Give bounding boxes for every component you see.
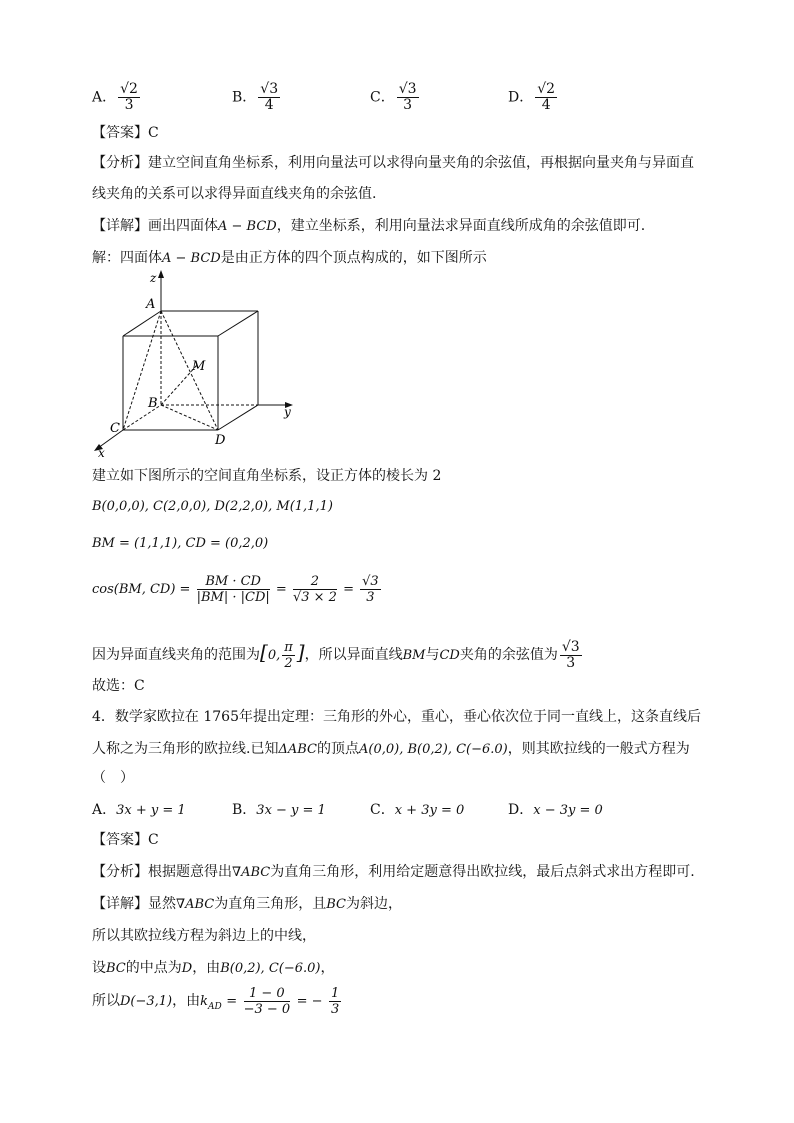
cos-frac-2: $\frac{2}{√3 \times 2}$ xyxy=(292,574,337,605)
q3-range-conclusion: 因为异面直线夹角的范围为[0, $\frac{\pi}{2}$ ]，所以异面直线BM与CD夹角的余弦值为 $\frac{√3}{3}$ xyxy=(92,638,580,671)
vertex-a-label: A xyxy=(146,297,156,312)
q3-option-c-frac: $\frac{√3}{3}$ xyxy=(398,81,417,113)
q4-stem-line3: （ ） xyxy=(92,770,134,786)
q4-option-c: C．x + 3y = 0 xyxy=(370,802,465,818)
q4-detail: 【详解】显然∇ABC为直角三角形，且BC为斜边， xyxy=(92,896,402,912)
range-frac: $\frac{\pi}{2}$ xyxy=(284,639,293,671)
vertex-d-label: D xyxy=(215,433,226,448)
q3-vectors: BM = (1,1,1), CD = (0,2,0) xyxy=(92,536,269,551)
cube-figure xyxy=(88,268,308,458)
q3-setup: 建立如下图所示的空间直角坐标系，设正方体的棱长为 2 xyxy=(92,468,442,484)
q3-option-b-frac: $\frac{√3}{4}$ xyxy=(260,81,279,113)
q4-option-a: A．3x + y = 1 xyxy=(92,802,186,818)
q3-cosine-formula: cos(BM, CD) = $\frac{BM \cdot CD}{|BM| \cdot |CD|}$ = $\frac{2}{√3 \times 2}$ = $\frac{√3}{3}$ xyxy=(92,574,379,605)
slope-frac-2: $\frac{1}{3}$ xyxy=(330,985,340,1017)
q3-choice: 故选：C xyxy=(92,678,145,694)
cos-frac-1: $\frac{BM \cdot CD}{|BM| \cdot |CD|}$ xyxy=(196,574,270,605)
slope-frac-1: $\frac{1 - 0}{-3 - 0}$ xyxy=(243,985,291,1017)
axis-z-label: z xyxy=(150,271,157,285)
cos-frac-3: $\frac{√3}{3}$ xyxy=(362,574,379,605)
q3-option-d-frac: $\frac{√2}{4}$ xyxy=(537,81,556,113)
q3-option-a-frac: $\frac{√2}{3}$ xyxy=(120,81,138,113)
q4-slope: 所以D(−3,1)，由$k_{AD}$ = $\frac{1 - 0}{-3 - 0}$ = − $\frac{1}{3}$ xyxy=(92,985,340,1017)
result-frac: $\frac{√3}{3}$ xyxy=(561,638,580,671)
q4-answer: 【答案】C xyxy=(92,832,159,848)
q3-solution-intro: 解：四面体A − BCD是由正方体的四个顶点构成的，如下图所示 xyxy=(92,250,487,266)
q3-option-d: D． $\frac{√2}{4}$ xyxy=(508,81,556,113)
q4-option-d: D．x − 3y = 0 xyxy=(508,802,603,818)
q4-stem-line1: 4．数学家欧拉在 1765年提出定理：三角形的外心，重心，垂心依次位于同一直线上，这条直线后 xyxy=(92,709,701,725)
q3-answer: 【答案】C xyxy=(92,125,159,141)
point-m-label: M xyxy=(192,359,206,374)
q3-option-a: A． $\frac{√2}{3}$ xyxy=(92,81,138,113)
q3-analysis-line1: 【分析】建立空间直角坐标系，利用向量法可以求得向量夹角的余弦值，再根据向量夹角与异面直 xyxy=(92,155,694,171)
q3-option-b: B． $\frac{√3}{4}$ xyxy=(232,81,279,113)
axis-x-label: x xyxy=(98,446,105,458)
q3-option-c: C． $\frac{√3}{3}$ xyxy=(370,81,417,113)
q4-option-b: B．3x − y = 1 xyxy=(232,802,326,818)
vertex-b-label: B xyxy=(148,396,158,411)
axis-y-label: y xyxy=(284,405,291,419)
q3-analysis-line2: 线夹角的关系可以求得异面直线夹角的余弦值. xyxy=(92,186,377,202)
vertex-c-label: C xyxy=(110,421,120,436)
q4-median: 所以其欧拉线方程为斜边上的中线， xyxy=(92,928,316,944)
q4-analysis: 【分析】根据题意得出∇ABC为直角三角形，利用给定题意得出欧拉线，最后点斜式求出方程即可. xyxy=(92,864,695,880)
q4-midpoint: 设BC的中点为D，由B(0,2), C(−6.0)， xyxy=(92,960,335,976)
q3-detail: 【详解】画出四面体A − BCD，建立坐标系，利用向量法求异面直线所成角的余弦值即可. xyxy=(92,218,646,234)
q4-stem-line2: 人称之为三角形的欧拉线.已知ΔABC的顶点A(0,0), B(0,2), C(−6.0)，则其欧拉线的一般式方程为 xyxy=(92,741,690,757)
q3-coordinates: B(0,0,0), C(2,0,0), D(2,2,0), M(1,1,1) xyxy=(92,499,333,514)
